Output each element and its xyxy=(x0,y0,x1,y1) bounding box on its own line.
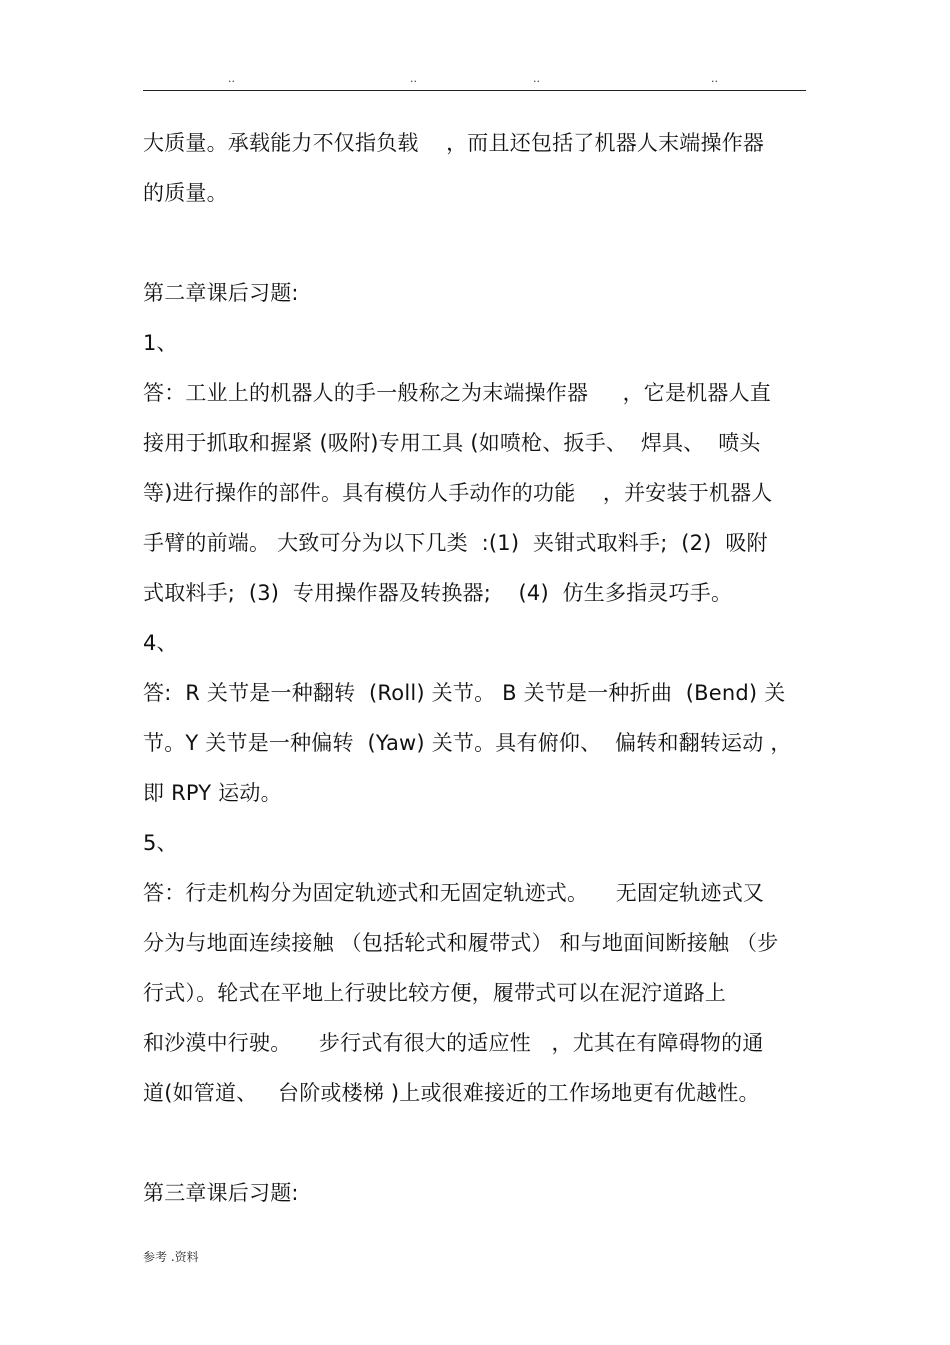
text-line: 的质量。 xyxy=(143,181,228,205)
header-mark: .. xyxy=(410,72,417,85)
page-footer: 参考 .资料 xyxy=(143,1250,199,1264)
text-line: 大质量。承载能力不仅指负载 ，而且还包括了机器人末端操作器 xyxy=(143,131,765,155)
text-line: 答：行走机构分为固定轨迹式和无固定轨迹式。 无固定轨迹式又 xyxy=(143,881,765,905)
text-line: 即 RPY 运动。 xyxy=(143,781,282,805)
chapter-heading: 第三章课后习题: xyxy=(143,1181,299,1205)
text-line: 等)进行操作的部件。具有模仿人手动作的功能 ，并安装于机器人 xyxy=(143,481,773,505)
text-line: 式取料手; (3) 专用操作器及转换器; (4) 仿生多指灵巧手。 xyxy=(143,581,733,605)
text-line: 答：工业上的机器人的手一般称之为末端操作器 ，它是机器人直 xyxy=(143,381,771,405)
question-number: 1、 xyxy=(143,331,178,355)
text-line: 答: R 关节是一种翻转 (Roll) 关节。 B 关节是一种折曲 (Bend) 关 xyxy=(143,681,786,705)
text-line: 和沙漠中行驶。 步行式有很大的适应性 ，尤其在有障碍物的通 xyxy=(143,1031,764,1055)
header-rule xyxy=(143,90,806,91)
text-line: 接用于抓取和握紧 (吸附)专用工具 (如喷枪、扳手、 焊具、 喷头 xyxy=(143,431,761,455)
header-mark: .. xyxy=(533,72,540,85)
chapter-heading: 第二章课后习题: xyxy=(143,281,299,305)
question-number: 5、 xyxy=(143,831,178,855)
header-mark: .. xyxy=(711,72,718,85)
header-mark: .. xyxy=(228,72,235,85)
text-line: 分为与地面连续接触 （包括轮式和履带式） 和与地面间断接触 （步 xyxy=(143,931,779,955)
text-line: 手臂的前端。 大致可分为以下几类 :(1) 夹钳式取料手; (2) 吸附 xyxy=(143,531,768,555)
text-line: 行式）。轮式在平地上行驶比较方便，履带式可以在泥泞道路上 xyxy=(143,981,727,1005)
question-number: 4、 xyxy=(143,631,178,655)
text-line: 道(如管道、 台阶或楼梯 )上或很难接近的工作场地更有优越性。 xyxy=(143,1081,760,1105)
text-line: 节。Y 关节是一种偏转 (Yaw) 关节。具有俯仰、 偏转和翻转运动 ， xyxy=(143,731,792,755)
